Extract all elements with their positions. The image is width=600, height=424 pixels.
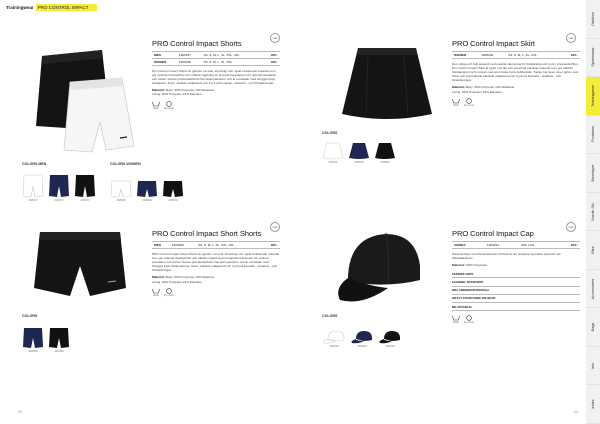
color-swatch[interactable]: 1905460 <box>48 327 70 353</box>
product-size-table <box>152 51 280 66</box>
product-cap <box>452 229 580 324</box>
table-row: WOMEN 1905230 XS, S, M, L, XL, XXL 320:- <box>454 53 578 57</box>
tab-nordic-ski[interactable]: Nordic Ski <box>586 193 600 232</box>
color-swatch[interactable]: 1905237 <box>74 174 96 202</box>
care-icons <box>452 98 580 107</box>
tab-sportswear[interactable]: Sportswear <box>586 39 600 78</box>
care-icons <box>452 315 580 324</box>
color-swatch[interactable]: 1905294 <box>322 330 346 348</box>
shorts-product-image <box>30 42 140 154</box>
tab-outdoor[interactable]: Outdoor <box>586 0 600 39</box>
product-description: PRO Control Impact Short Shorts är gjorda i ett sval, stretchigt och mjukt funktionellt material som ger optimal rörelsefrihet och effektiv reglering av kroppstemperaturen för optimal prestation och trivsel. Dessa prestandashorts har kort passform och är utrustade med inbyggd tröja, båda sidorna, fickor, elastisk midjeband och tryck på bortsida - sprakoct - och förstärkningar. <box>152 252 279 273</box>
color-swatch[interactable]: 1905238 <box>110 180 132 202</box>
product-size-table <box>152 241 280 249</box>
color-swatch[interactable]: 1905294 <box>350 330 374 348</box>
color-swatch[interactable]: 1905460 <box>22 327 44 353</box>
brand-logo-icon: craft <box>566 33 576 43</box>
swatch-shape <box>111 181 131 197</box>
product-material: Material: 100% Polyester <box>452 263 488 268</box>
colors-women-label: COLORS WOMEN <box>110 162 141 166</box>
brand-logo-icon: craft <box>270 222 280 232</box>
color-swatch[interactable]: 1905238 <box>136 180 158 202</box>
swatches-skirt <box>322 142 396 164</box>
product-material: Material: Body: 90% Polyester 10% Elastane Lining: 84% Polyester 16% Elastane <box>452 85 515 94</box>
list-item: FLEXIBEL PASSFORM <box>452 278 580 286</box>
dry-clean-icon: Dry clean <box>464 315 474 324</box>
brand-logo-icon: craft <box>566 222 576 232</box>
tab-trainingwear[interactable]: Trainingwear <box>586 77 600 116</box>
color-swatch[interactable]: 1905294 <box>378 330 402 348</box>
color-swatch[interactable]: 1905238 <box>162 180 184 202</box>
swatch-shape <box>49 175 69 197</box>
list-item: BRA ANDNINGSFÖRMÅGA <box>452 287 580 295</box>
table-row: WOMEN 1905238 XS, S, M, L, XL, XXL 400:- <box>154 60 278 64</box>
product-description: Den stiliga och fullt avsedd med elastisk dämpning för fullständigt och tryck i prestandafrihet. Pro Control Impact Skirt är gjord i ett lätt och stretchigt elastiskt material som ger effektiv fuktdiansport och motivet med att minska tryck dubbelskikt. Kjolen har även inner tights med fickor och gummiband elastiskt midjeband och tryck på bortsida - sprakoct - och förstärkningar. <box>452 62 579 83</box>
product-material: Material: Body: 90% Polyester 10% Elastane Lining: 84% Polyester 16% Elastane <box>152 88 215 97</box>
wash-icon: Wash <box>152 101 160 110</box>
product-skirt <box>452 39 580 107</box>
table-row: UNISEX 1905294 S/M, L/XL 200:- <box>454 243 578 247</box>
colors-label: COLORS <box>322 131 338 135</box>
swatch-shape <box>324 331 345 343</box>
page-number-left: 00 <box>18 410 22 414</box>
list-item: INFÄLT FRÅNVÄRDE OM SKÄR <box>452 295 580 303</box>
page-header <box>6 4 97 11</box>
swatch-shape <box>380 331 401 343</box>
wash-icon: Wash <box>452 315 460 324</box>
swatch-shape <box>137 181 157 197</box>
product-size-table <box>452 241 580 249</box>
section-tabs <box>586 0 600 424</box>
dry-clean-icon: Dry clean <box>164 288 174 297</box>
swatch-shape <box>163 181 183 197</box>
product-title: PRO Control Impact Skirt <box>452 39 535 48</box>
product-title: PRO Control Impact Cap <box>452 229 534 238</box>
product-short-shorts <box>152 229 280 297</box>
colors-men-label: COLORS MEN <box>22 162 47 166</box>
color-swatch[interactable]: 1905230 <box>322 142 344 164</box>
swatch-shape <box>349 143 369 159</box>
swatches-shorts-women <box>110 180 184 202</box>
product-shorts <box>152 39 280 110</box>
wash-icon: Wash <box>452 98 460 107</box>
product-title: PRO Control Impact Shorts <box>152 39 242 48</box>
page-number-right: 00 <box>574 410 578 414</box>
tab-baselayer[interactable]: Baselayer <box>586 154 600 193</box>
tab-accessories[interactable]: Accessories <box>586 270 600 309</box>
swatch-shape <box>49 328 69 348</box>
list-item: TEKNISK KEPS <box>452 270 580 278</box>
product-material: Material: Body: 90% Polyester 10% Elastane Lining: 84% Polyester 16% Elastane <box>152 275 215 284</box>
dry-clean-icon: Dry clean <box>464 98 474 107</box>
swatch-shape <box>323 143 343 159</box>
swatch-shape <box>375 143 395 159</box>
table-row: MEN 1905460 XS, S, M, L, XL, XXL, 3XL 360:- <box>154 243 278 247</box>
header-category: Trainingwear <box>6 5 34 10</box>
color-swatch[interactable]: 1905230 <box>348 142 370 164</box>
table-row: MEN 1905237 XS, S, M, L, XL, XXL, 3XL 400:- <box>154 53 278 57</box>
tab-bags[interactable]: Bags <box>586 308 600 347</box>
product-size-table <box>452 51 580 59</box>
header-subcategory: PRO CONTROL IMPACT <box>36 4 97 11</box>
swatches-short-shorts <box>22 327 70 353</box>
swatch-shape <box>352 331 373 343</box>
tab-index[interactable]: Index <box>586 385 600 424</box>
wash-icon: Wash <box>152 288 160 297</box>
tab-footwear[interactable]: Footwear <box>586 116 600 155</box>
care-icons <box>152 101 280 110</box>
dry-clean-icon: Dry clean <box>164 101 174 110</box>
product-description: Pro Control Impact Shorts är gjorda i ett sval, stretchigt och mjukt funktionellt material som ger optimal rörelsefrihet och effektiv reglering av kroppstemperaturen för optimal prestation och trivsel. Dessa prestandashorts har ökad passform och är utrustade med inbyggd tröja, sidotaskor, fickor, elastisk midjeband och tryck på bortsida - sprakoct - och förstärkningar. <box>152 69 277 86</box>
cap-product-image <box>332 226 428 310</box>
colors-label: COLORS <box>322 314 338 318</box>
tab-info[interactable]: Info <box>586 347 600 386</box>
short-shorts-product-image <box>32 226 128 304</box>
tab-bike[interactable]: Bike <box>586 231 600 270</box>
feature-list <box>452 270 580 311</box>
skirt-product-image <box>338 42 436 126</box>
swatch-shape <box>23 328 43 348</box>
swatch-shape <box>23 175 43 197</box>
list-item: MILJÖVÄNLIG <box>452 303 580 311</box>
care-icons <box>152 288 280 297</box>
color-swatch[interactable]: 1905230 <box>374 142 396 164</box>
product-title: PRO Control Impact Short Shorts <box>152 229 262 238</box>
color-swatch[interactable]: 1905237 <box>22 174 44 202</box>
swatches-cap <box>322 330 402 348</box>
product-description: Klassisk keps med flerfunktionell. Perfekt för att anpassa sig bästa spensell och fritidsaktiviteter. <box>452 252 561 261</box>
swatch-shape <box>75 175 95 197</box>
swatches-shorts-men <box>22 174 96 202</box>
brand-logo-icon: craft <box>270 33 280 43</box>
color-swatch[interactable]: 1905237 <box>48 174 70 202</box>
colors-label: COLORS <box>22 314 38 318</box>
